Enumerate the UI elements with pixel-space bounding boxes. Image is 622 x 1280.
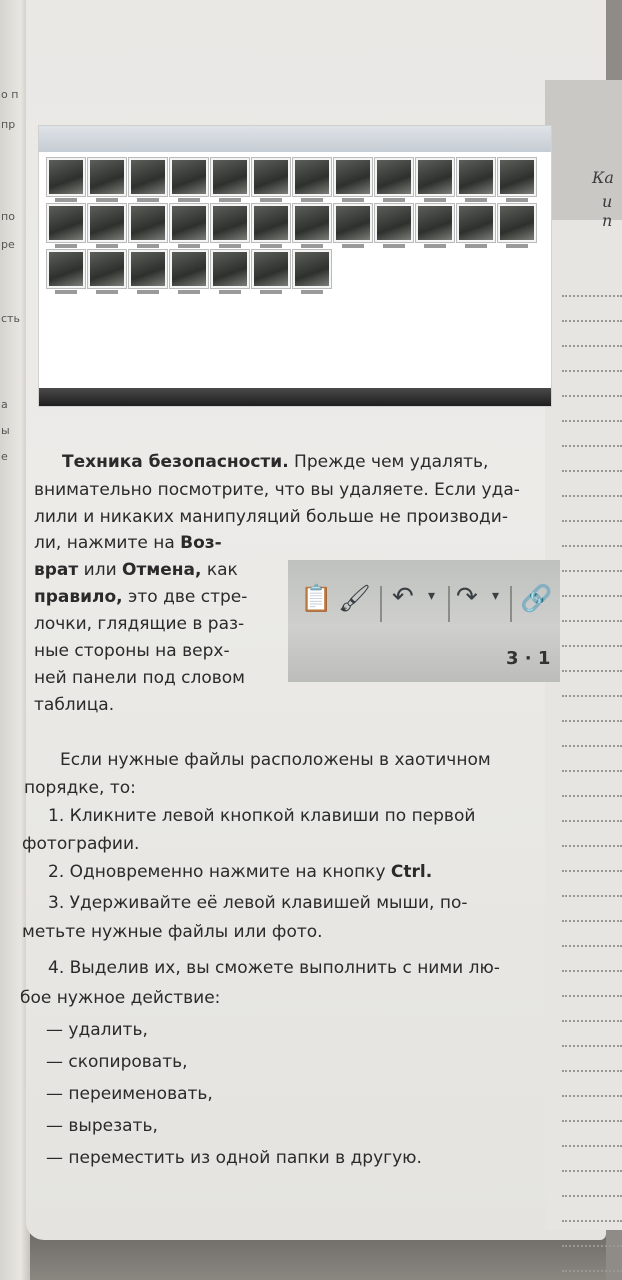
undo-redo-toolbar-image <box>288 560 560 682</box>
safety-line-10: таблица. <box>34 695 115 715</box>
note-line <box>562 1170 622 1173</box>
safety-line-1: Техника безопасности. Прежде чем удалять, <box>62 452 489 472</box>
note-line <box>562 745 622 748</box>
photo-thumbnail <box>252 158 290 196</box>
photo-thumbnail <box>170 158 208 196</box>
thumbnail-caption <box>424 198 446 202</box>
photo-thumbnail <box>252 204 290 242</box>
thumbnail-caption <box>96 290 118 294</box>
thumbnail-caption <box>137 198 159 202</box>
note-line <box>562 820 622 823</box>
step-3-line-1: 3. Удерживайте её левой клавишей мыши, по- <box>48 893 468 913</box>
action-item: — вырезать, <box>46 1116 158 1136</box>
action-item: — скопировать, <box>46 1052 188 1072</box>
thumbnail-caption <box>383 244 405 248</box>
photo-thumbnail <box>293 158 331 196</box>
undo-icon: ↶ <box>392 582 414 612</box>
photo-thumbnail <box>252 250 290 288</box>
left-edge-fragment: о п <box>1 88 19 101</box>
step-4-line-2: бое нужное действие: <box>20 988 221 1008</box>
left-edge-fragment: сть <box>1 312 20 325</box>
note-line <box>562 970 622 973</box>
safety-line-2: внимательно посмотрите, что вы удаляете. Если уда- <box>34 480 520 500</box>
figure-toolbar <box>39 126 551 152</box>
toolbar-separator <box>448 586 450 622</box>
photo-thumbnail <box>211 158 249 196</box>
photo-thumbnail <box>334 158 372 196</box>
note-line <box>562 520 622 523</box>
photo-thumbnail <box>170 204 208 242</box>
explorer-screenshot-figure <box>38 125 552 407</box>
note-line <box>562 920 622 923</box>
thumbnail-caption <box>342 244 364 248</box>
photo-thumbnail <box>334 204 372 242</box>
note-line <box>562 1045 622 1048</box>
note-line <box>562 1120 622 1123</box>
action-item: — переместить из одной папки в другую. <box>46 1148 422 1168</box>
photo-thumbnail <box>88 204 126 242</box>
note-line <box>562 795 622 798</box>
chevron-down-icon: ▾ <box>492 588 500 604</box>
photo-thumbnail <box>457 158 495 196</box>
note-line <box>562 695 622 698</box>
photo-thumbnail <box>293 204 331 242</box>
note-line <box>562 1070 622 1073</box>
thumbnail-caption <box>260 290 282 294</box>
photo-thumbnail <box>88 158 126 196</box>
note-line <box>562 995 622 998</box>
chaos-intro-line-1: Если нужные файлы расположены в хаотичном <box>60 750 491 770</box>
thumbnail-caption <box>96 198 118 202</box>
note-line <box>562 395 622 398</box>
step-1-line-2: фотографии. <box>22 834 140 854</box>
note-line <box>562 1020 622 1023</box>
thumbnail-caption <box>55 244 77 248</box>
margin-heading-line1: Ка <box>592 168 614 187</box>
step-4-line-1: 4. Выделив их, вы сможете выполнить с ними лю- <box>48 958 500 978</box>
note-line <box>562 895 622 898</box>
photo-thumbnail <box>47 250 85 288</box>
thumbnail-caption <box>219 290 241 294</box>
safety-line-8: ные стороны на верх- <box>34 641 230 661</box>
thumbnail-caption <box>301 244 323 248</box>
photo-thumbnail <box>498 158 536 196</box>
thumbnail-caption <box>137 244 159 248</box>
figure-taskbar <box>39 388 551 406</box>
thumbnail-caption <box>178 198 200 202</box>
step-3-line-2: метьте нужные файлы или фото. <box>22 922 323 942</box>
note-line <box>562 370 622 373</box>
photo-thumbnail <box>129 158 167 196</box>
left-edge-fragment: а <box>1 398 8 411</box>
thumbnail-caption <box>55 290 77 294</box>
step-2-line: 2. Одновременно нажмите на кнопку Ctrl. <box>48 862 433 882</box>
margin-heading-line2: и п <box>602 192 613 230</box>
note-line <box>562 1095 622 1098</box>
safety-line-5: врат или Отмена, как <box>34 560 238 580</box>
thumbnail-caption <box>383 198 405 202</box>
safety-line-4: ли, нажмите на Воз- <box>34 533 222 553</box>
thumbnail-caption <box>301 198 323 202</box>
photo-thumbnail <box>457 204 495 242</box>
status-text: 3 · 1 <box>506 648 551 669</box>
thumbnail-caption <box>301 290 323 294</box>
thumbnail-caption <box>506 198 528 202</box>
note-line <box>562 420 622 423</box>
photo-thumbnail <box>375 204 413 242</box>
photo-thumbnail <box>211 204 249 242</box>
photo-thumbnail <box>416 158 454 196</box>
note-line <box>562 470 622 473</box>
redo-icon: ↷ <box>456 582 478 612</box>
photo-thumbnail <box>170 250 208 288</box>
safety-line-6: правило, это две стре- <box>34 587 248 607</box>
note-line <box>562 495 622 498</box>
photo-thumbnail <box>129 250 167 288</box>
thumbnail-caption <box>260 244 282 248</box>
left-edge-fragment: ре <box>1 238 15 251</box>
thumbnail-caption <box>96 244 118 248</box>
thumbnail-caption <box>260 198 282 202</box>
paste-icon: 📋 <box>300 584 333 614</box>
note-line <box>562 1195 622 1198</box>
left-edge-fragment: е <box>1 450 8 463</box>
note-line <box>562 720 622 723</box>
note-line <box>562 295 622 298</box>
note-line <box>562 1270 622 1273</box>
chevron-down-icon: ▾ <box>428 588 436 604</box>
note-line <box>562 1245 622 1248</box>
note-line <box>562 320 622 323</box>
note-line <box>562 770 622 773</box>
photo-thumbnail <box>129 204 167 242</box>
note-line <box>562 620 622 623</box>
photo-thumbnail <box>88 250 126 288</box>
chaos-intro-line-2: порядке, то: <box>24 778 136 798</box>
thumbnail-caption <box>465 198 487 202</box>
note-line <box>562 570 622 573</box>
thumbnail-caption <box>506 244 528 248</box>
note-line <box>562 445 622 448</box>
note-line <box>562 1145 622 1148</box>
format-painter-icon: 🖌 <box>338 584 372 614</box>
thumbnail-caption <box>219 244 241 248</box>
photo-thumbnail <box>498 204 536 242</box>
photo-thumbnail <box>47 158 85 196</box>
note-line <box>562 845 622 848</box>
thumbnail-caption <box>424 244 446 248</box>
note-line <box>562 645 622 648</box>
toolbar-separator <box>510 586 512 622</box>
thumbnail-caption <box>219 198 241 202</box>
note-line <box>562 670 622 673</box>
action-item: — удалить, <box>46 1020 148 1040</box>
photo-thumbnail <box>211 250 249 288</box>
left-edge-fragment: ы <box>1 424 10 437</box>
left-edge-fragment: по <box>1 210 15 223</box>
safety-line-3: лили и никаких манипуляций больше не производи- <box>34 507 508 527</box>
photo-thumbnail <box>47 204 85 242</box>
thumbnail-caption <box>178 244 200 248</box>
thumbnail-caption <box>55 198 77 202</box>
link-icon: 🔗 <box>520 584 553 614</box>
note-line <box>562 595 622 598</box>
ctrl-key-label: Ctrl. <box>390 862 433 882</box>
note-line <box>562 545 622 548</box>
thumbnail-caption <box>178 290 200 294</box>
note-line <box>562 345 622 348</box>
toolbar-separator <box>380 586 382 622</box>
left-edge-fragment: пр <box>1 118 16 131</box>
step-1-line-1: 1. Кликните левой кнопкой клавиши по первой <box>48 806 476 826</box>
note-line <box>562 870 622 873</box>
thumbnail-caption <box>342 198 364 202</box>
thumbnail-caption <box>465 244 487 248</box>
action-item: — переименовать, <box>46 1084 213 1104</box>
thumbnail-caption <box>137 290 159 294</box>
photo-thumbnail <box>375 158 413 196</box>
safety-heading: Техника безопасности. <box>62 452 289 472</box>
photo-thumbnail <box>293 250 331 288</box>
safety-line-9: ней панели под словом <box>34 668 245 688</box>
note-line <box>562 1220 622 1223</box>
safety-line-7: лочки, глядящие в раз- <box>34 614 245 634</box>
note-line <box>562 945 622 948</box>
photo-thumbnail <box>416 204 454 242</box>
